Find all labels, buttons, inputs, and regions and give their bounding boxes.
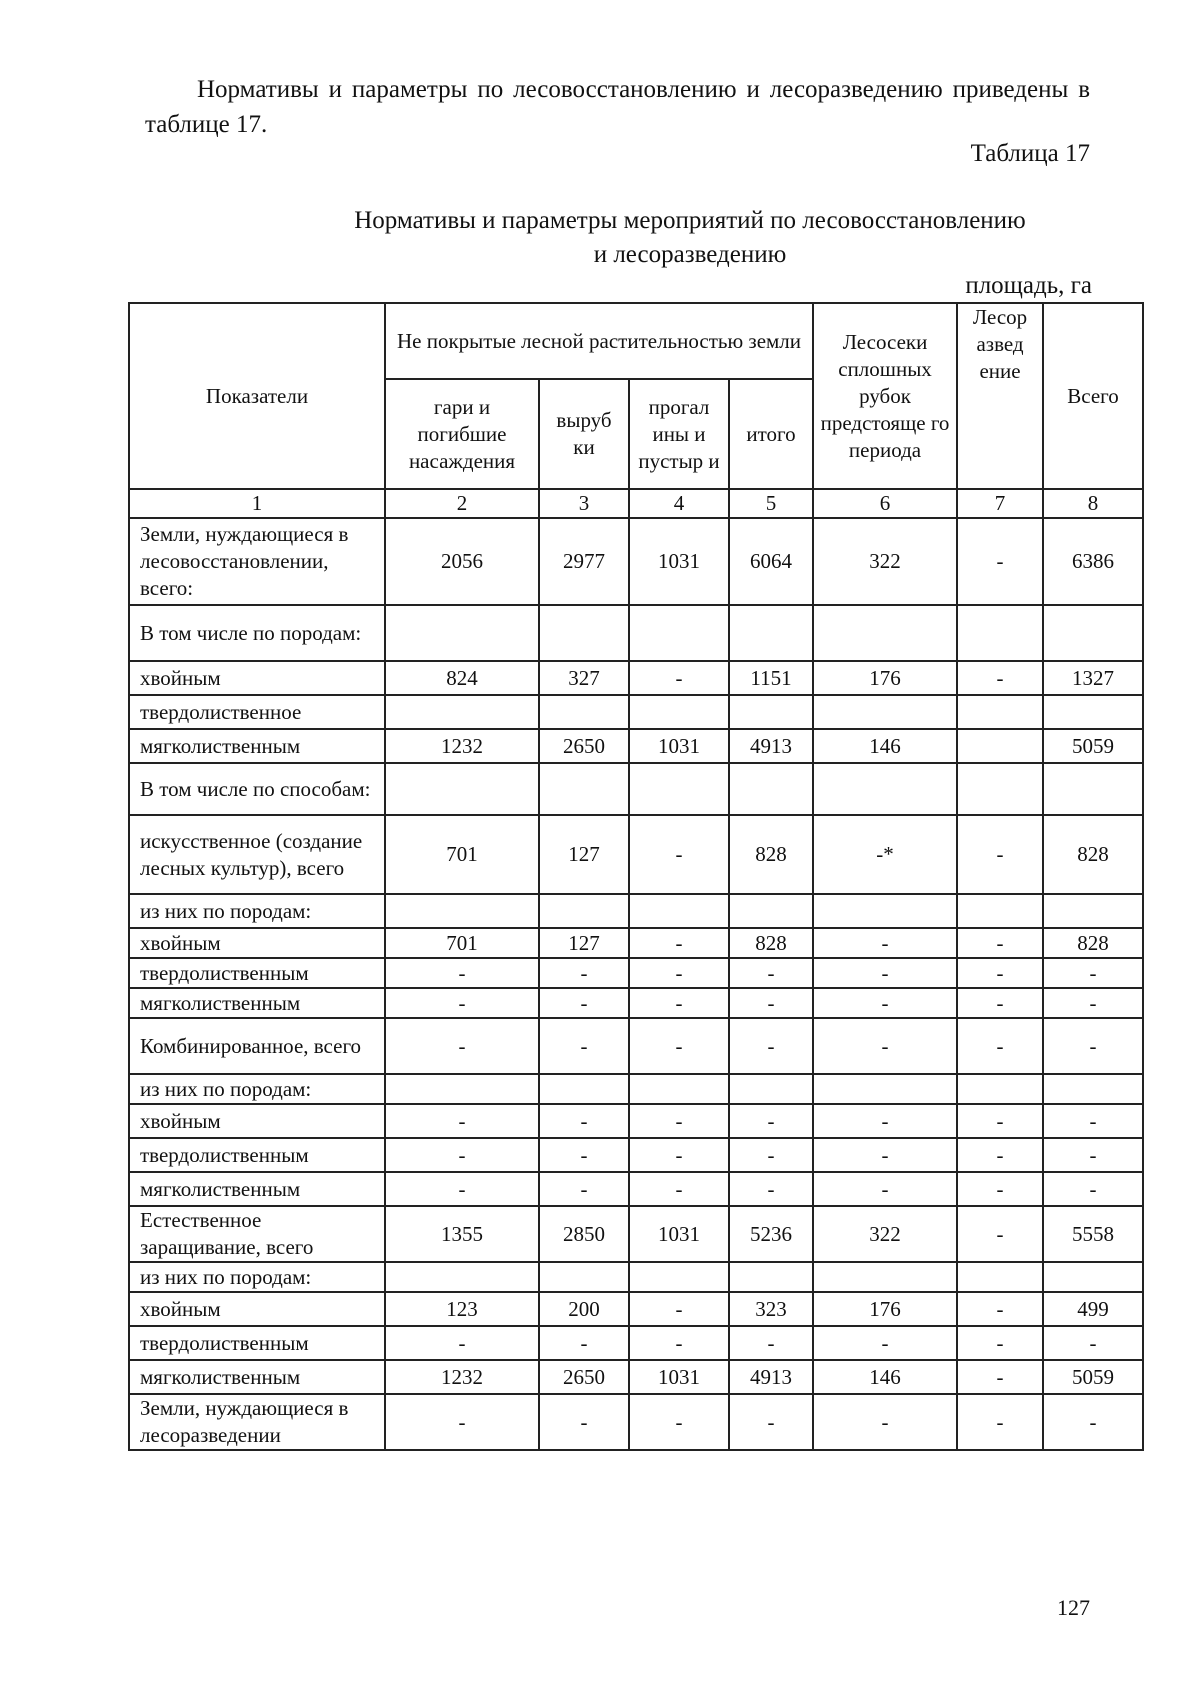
- row-label: мягколиственным: [129, 988, 385, 1018]
- table-cell: [729, 1074, 813, 1104]
- table-cell: -: [813, 1138, 957, 1172]
- table-cell: -: [957, 661, 1043, 695]
- table-cell: -: [539, 1172, 629, 1206]
- table-cell: -: [813, 928, 957, 958]
- row-label: искусственное (создание лесных культур), всего: [129, 815, 385, 894]
- table-cell: [629, 695, 729, 729]
- table-title-line-2: и лесоразведению: [593, 241, 787, 268]
- table-cell: [729, 763, 813, 815]
- table-row: [129, 661, 1143, 695]
- table-cell: -: [629, 928, 729, 958]
- table-cell: -: [1043, 1326, 1143, 1360]
- table-cell: 176: [813, 1292, 957, 1326]
- table-cell: 6064: [729, 518, 813, 605]
- table-cell: [385, 1074, 539, 1104]
- table-cell: [813, 763, 957, 815]
- table-cell: -: [385, 1104, 539, 1138]
- table-row: [129, 518, 1143, 605]
- table-cell: [385, 1262, 539, 1292]
- table-cell: -: [629, 1172, 729, 1206]
- column-number: 4: [629, 489, 729, 518]
- table-cell: -: [813, 1104, 957, 1138]
- row-label: Комбинированное, всего: [129, 1018, 385, 1074]
- table-cell: -: [539, 1394, 629, 1450]
- table-cell: -: [629, 1104, 729, 1138]
- page-number: 127: [1057, 1595, 1090, 1620]
- table-cell: -: [957, 1326, 1043, 1360]
- row-label: твердолиственным: [129, 1326, 385, 1360]
- table-row: [129, 1172, 1143, 1206]
- table-cell: [813, 894, 957, 928]
- table-cell: [729, 695, 813, 729]
- table-row: [129, 815, 1143, 894]
- row-label: мягколиственным: [129, 729, 385, 763]
- table-cell: 323: [729, 1292, 813, 1326]
- table-cell: [539, 763, 629, 815]
- table-cell: -: [385, 988, 539, 1018]
- column-number: 7: [957, 489, 1043, 518]
- row-label: мягколиственным: [129, 1360, 385, 1394]
- column-numbers-row: [129, 489, 1143, 518]
- table-cell: 1031: [629, 1360, 729, 1394]
- row-label: В том числе по породам:: [129, 605, 385, 661]
- header-glades: прогал ины и пустыр и: [629, 379, 729, 489]
- table-cell: -: [385, 958, 539, 988]
- table-cell: 499: [1043, 1292, 1143, 1326]
- table-row: [129, 763, 1143, 815]
- table-cell: [629, 605, 729, 661]
- table-row: [129, 928, 1143, 958]
- table-cell: -: [1043, 1018, 1143, 1074]
- table-cell: 4913: [729, 1360, 813, 1394]
- table-cell: -: [957, 815, 1043, 894]
- table-cell: 123: [385, 1292, 539, 1326]
- table-cell: 824: [385, 661, 539, 695]
- table-cell: -: [813, 988, 957, 1018]
- table-cell: [957, 729, 1043, 763]
- header-logging-sites: Лесосеки сплошных рубок предстояще го периода: [813, 303, 957, 489]
- table-row: [129, 605, 1143, 661]
- table-cell: -: [385, 1138, 539, 1172]
- table-row: [129, 1018, 1143, 1074]
- table-cell: 5558: [1043, 1206, 1143, 1262]
- table-cell: [629, 1262, 729, 1292]
- table-cell: 2850: [539, 1206, 629, 1262]
- header-row-top: [129, 303, 1143, 379]
- table-cell: -: [1043, 1394, 1143, 1450]
- table-cell: -: [957, 958, 1043, 988]
- table-cell: -: [629, 1292, 729, 1326]
- header-burnt: гари и погибшие насаждения: [385, 379, 539, 489]
- header-uncovered-lands: Не покрытые лесной растительностью земли: [385, 303, 813, 379]
- table-cell: 5059: [1043, 1360, 1143, 1394]
- table-cell: 176: [813, 661, 957, 695]
- column-number: 8: [1043, 489, 1143, 518]
- table-cell: [629, 894, 729, 928]
- table-cell: [957, 1074, 1043, 1104]
- table-cell: [1043, 695, 1143, 729]
- table-cell: -: [1043, 988, 1143, 1018]
- table-cell: -: [729, 1326, 813, 1360]
- intro-paragraph: Нормативы и параметры по лесовосстановлению и лесоразведению приведены в таблице 17.: [145, 76, 1090, 138]
- table-cell: -: [629, 1018, 729, 1074]
- table-cell: [539, 1262, 629, 1292]
- table-cell: [729, 894, 813, 928]
- table-cell: 146: [813, 1360, 957, 1394]
- row-label: из них по породам:: [129, 1262, 385, 1292]
- table-cell: 6386: [1043, 518, 1143, 605]
- table-cell: [539, 894, 629, 928]
- row-label: В том числе по способам:: [129, 763, 385, 815]
- table-cell: -: [629, 1138, 729, 1172]
- table-cell: 1232: [385, 1360, 539, 1394]
- column-number: 3: [539, 489, 629, 518]
- table-cell: 327: [539, 661, 629, 695]
- table-row: [129, 1138, 1143, 1172]
- table-cell: 2056: [385, 518, 539, 605]
- table-cell: -: [813, 1018, 957, 1074]
- table-cell: 828: [1043, 928, 1143, 958]
- table-cell: [813, 1074, 957, 1104]
- table-cell: -: [629, 661, 729, 695]
- table-cell: -: [813, 1326, 957, 1360]
- table-cell: [813, 605, 957, 661]
- table-cell: -: [957, 518, 1043, 605]
- table-cell: -: [957, 1018, 1043, 1074]
- table-cell: 2650: [539, 1360, 629, 1394]
- table-label: Таблица 17: [970, 140, 1090, 167]
- table-row: [129, 1074, 1143, 1104]
- row-label: Естественное заращивание, всего: [129, 1206, 385, 1262]
- table-cell: [1043, 763, 1143, 815]
- table-cell: -: [1043, 1172, 1143, 1206]
- table-cell: -: [539, 1104, 629, 1138]
- table-row: [129, 1104, 1143, 1138]
- table-cell: 828: [729, 928, 813, 958]
- table-cell: -: [539, 1326, 629, 1360]
- table-cell: [813, 1262, 957, 1292]
- table-cell: -: [729, 1018, 813, 1074]
- table-cell: -*: [813, 815, 957, 894]
- table-cell: -: [957, 1206, 1043, 1262]
- table-cell: -: [957, 1360, 1043, 1394]
- table-cell: -: [729, 1138, 813, 1172]
- column-number: 5: [729, 489, 813, 518]
- table-cell: [1043, 894, 1143, 928]
- table-cell: 200: [539, 1292, 629, 1326]
- column-number: 6: [813, 489, 957, 518]
- row-label: твердолиственным: [129, 1138, 385, 1172]
- table-cell: -: [629, 815, 729, 894]
- table-row: [129, 958, 1143, 988]
- table-row: [129, 1326, 1143, 1360]
- table-cell: -: [539, 1018, 629, 1074]
- table-row: [129, 988, 1143, 1018]
- table-cell: [539, 695, 629, 729]
- table-cell: [957, 1262, 1043, 1292]
- table-cell: 828: [729, 815, 813, 894]
- table-cell: 1031: [629, 518, 729, 605]
- table-cell: 5236: [729, 1206, 813, 1262]
- header-total: Всего: [1043, 303, 1143, 489]
- table-cell: -: [539, 988, 629, 1018]
- table-cell: 1031: [629, 1206, 729, 1262]
- table-cell: -: [957, 1292, 1043, 1326]
- table-cell: -: [1043, 1104, 1143, 1138]
- table-cell: -: [385, 1018, 539, 1074]
- table-row: [129, 1394, 1143, 1450]
- table-cell: -: [957, 1172, 1043, 1206]
- table-row: [129, 1360, 1143, 1394]
- table-cell: 127: [539, 928, 629, 958]
- table-cell: -: [813, 1172, 957, 1206]
- table-cell: -: [629, 988, 729, 1018]
- header-indicators: Показатели: [129, 303, 385, 489]
- table-cell: [1043, 1262, 1143, 1292]
- table-cell: [385, 763, 539, 815]
- table-cell: -: [813, 958, 957, 988]
- header-afforestation: Лесор азвед ение: [957, 303, 1043, 489]
- table-row: [129, 1206, 1143, 1262]
- table-cell: 4913: [729, 729, 813, 763]
- row-label: твердолиственное: [129, 695, 385, 729]
- table-cell: 701: [385, 815, 539, 894]
- row-label: хвойным: [129, 661, 385, 695]
- table-cell: -: [1043, 1138, 1143, 1172]
- table-cell: [385, 894, 539, 928]
- table-cell: [629, 763, 729, 815]
- table-cell: 5059: [1043, 729, 1143, 763]
- table-title: [0, 204, 1200, 272]
- table-cell: 701: [385, 928, 539, 958]
- table-cell: 2650: [539, 729, 629, 763]
- table-row: [129, 1262, 1143, 1292]
- table-cell: [957, 605, 1043, 661]
- table-cell: 146: [813, 729, 957, 763]
- forest-restoration-table: [128, 302, 1144, 1451]
- row-label: твердолиственным: [129, 958, 385, 988]
- table-cell: -: [729, 1104, 813, 1138]
- table-cell: -: [729, 988, 813, 1018]
- units-label: площадь, га: [965, 272, 1092, 299]
- table-cell: -: [629, 1394, 729, 1450]
- table-cell: -: [385, 1394, 539, 1450]
- table-cell: -: [729, 1172, 813, 1206]
- table-cell: [539, 605, 629, 661]
- table-cell: 127: [539, 815, 629, 894]
- table-cell: -: [629, 958, 729, 988]
- table-cell: -: [539, 958, 629, 988]
- row-label: хвойным: [129, 928, 385, 958]
- table-cell: -: [729, 958, 813, 988]
- row-label: Земли, нуждающиеся в лесовосстановлении, всего:: [129, 518, 385, 605]
- header-clearings: выруб ки: [539, 379, 629, 489]
- column-number: 2: [385, 489, 539, 518]
- table-cell: [539, 1074, 629, 1104]
- table-cell: -: [1043, 958, 1143, 988]
- row-label: хвойным: [129, 1292, 385, 1326]
- table-title-line-1: Нормативы и параметры мероприятий по лесовосстановлению: [354, 207, 1026, 234]
- table-cell: [385, 695, 539, 729]
- table-cell: 1031: [629, 729, 729, 763]
- table-cell: [957, 894, 1043, 928]
- table-cell: 828: [1043, 815, 1143, 894]
- table-cell: -: [539, 1138, 629, 1172]
- table-cell: -: [385, 1172, 539, 1206]
- table-row: [129, 695, 1143, 729]
- table-row: [129, 1292, 1143, 1326]
- row-label: хвойным: [129, 1104, 385, 1138]
- table-cell: 2977: [539, 518, 629, 605]
- row-label: из них по породам:: [129, 1074, 385, 1104]
- table-cell: [957, 763, 1043, 815]
- table-row: [129, 894, 1143, 928]
- table-cell: [1043, 1074, 1143, 1104]
- row-label: Земли, нуждающиеся в лесоразведении: [129, 1394, 385, 1450]
- table-cell: [385, 605, 539, 661]
- table-cell: -: [385, 1326, 539, 1360]
- table-cell: -: [957, 988, 1043, 1018]
- table-cell: [957, 695, 1043, 729]
- table-cell: -: [957, 928, 1043, 958]
- header-subtotal: итого: [729, 379, 813, 489]
- table-cell: 322: [813, 518, 957, 605]
- row-label: мягколиственным: [129, 1172, 385, 1206]
- table-cell: -: [729, 1394, 813, 1450]
- table-cell: [813, 695, 957, 729]
- table-row: [129, 729, 1143, 763]
- table-cell: -: [813, 1394, 957, 1450]
- table-cell: -: [629, 1326, 729, 1360]
- row-label: из них по породам:: [129, 894, 385, 928]
- table-cell: 322: [813, 1206, 957, 1262]
- table-cell: -: [957, 1394, 1043, 1450]
- table-cell: [1043, 605, 1143, 661]
- table-cell: [729, 605, 813, 661]
- table-cell: 1327: [1043, 661, 1143, 695]
- table-cell: 1232: [385, 729, 539, 763]
- table-cell: -: [957, 1138, 1043, 1172]
- table-cell: 1151: [729, 661, 813, 695]
- column-number: 1: [129, 489, 385, 518]
- table-cell: -: [957, 1104, 1043, 1138]
- table-cell: 1355: [385, 1206, 539, 1262]
- table-cell: [629, 1074, 729, 1104]
- table-cell: [729, 1262, 813, 1292]
